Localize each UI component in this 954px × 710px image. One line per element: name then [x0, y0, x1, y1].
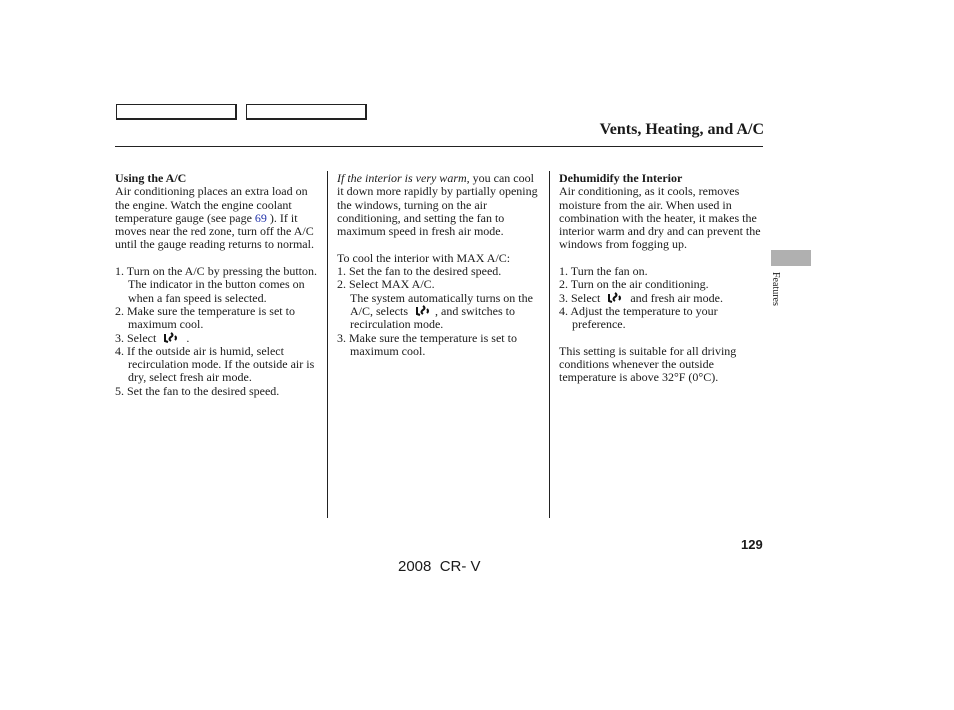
vent-mode-icon [162, 332, 180, 344]
list-item: 2. Make sure the temperature is set to maximum cool. [115, 303, 295, 332]
vent-mode-icon [414, 305, 432, 317]
list-item: 1. Set the fan to the desired speed. [337, 264, 502, 279]
section-heading: Using the A/C [115, 171, 187, 185]
nav-prev-button[interactable] [116, 104, 237, 120]
list-item [115, 332, 321, 345]
section-tab[interactable] [771, 250, 811, 266]
section-heading: Dehumidify the Interior [559, 171, 683, 185]
list-item-text: . [186, 330, 190, 345]
list-item: 2. Turn on the air conditioning. [559, 277, 709, 292]
column-using-ac [115, 172, 321, 398]
list-item: 1. Turn the fan on. [559, 264, 648, 279]
list-item-text: 3. Select [115, 330, 157, 345]
list-item: 5. Set the fan to the desired speed. [115, 383, 280, 398]
intro-text-continued: ). If it moves near the red zone, turn off the A/C until the gauge reading returns to normal. [115, 210, 314, 252]
column-divider [327, 171, 328, 518]
title-rule [115, 146, 763, 147]
note-text: The system automatically turns on the A/C, selects [350, 290, 533, 318]
list-item [559, 292, 764, 305]
paragraph: To cool the interior with MAX A/C: [337, 250, 511, 265]
column-dehumidify [559, 172, 764, 385]
vent-mode-icon [606, 292, 624, 304]
page-number: 129 [741, 537, 763, 552]
list-item: 4. Adjust the temperature to your preference. [559, 303, 718, 332]
section-tab-label: Features [770, 272, 781, 306]
paragraph [115, 185, 321, 251]
list-item: 3. Make sure the temperature is set to maximum cool. [337, 330, 517, 358]
list-item: 1. Turn on the A/C by pressing the button. The indicator in the button comes on when a fan speed is selected. [115, 264, 318, 305]
intro-text: Air conditioning places an extra load on the engine. Watch the engine coolant temperature gauge (see page [115, 184, 308, 225]
column-max-ac [337, 172, 543, 358]
page-reference-link[interactable]: 69 [254, 210, 267, 225]
column-divider [549, 171, 550, 518]
nav-next-button[interactable] [246, 104, 367, 120]
list-item: 2. Select MAX A/C. [337, 277, 435, 292]
list-item-note [337, 292, 543, 332]
italic-lead: If the interior is very warm, [337, 171, 470, 185]
paragraph: This setting is suitable for all driving conditions whenever the outside temperature is above 32°F (0°C). [559, 343, 737, 385]
list-item-text: 3. Select [559, 290, 601, 305]
page-title: Vents, Heating, and A/C [599, 121, 764, 138]
paragraph: Air conditioning, as it cools, removes moisture from the air. When used in combination with the heater, it makes the interior warm and dry and can prevent the windows from fogging up. [559, 184, 761, 252]
list-item-text: and fresh air mode. [630, 290, 723, 305]
footer-model: 2008 CR- V [398, 558, 481, 575]
note-text: , and switches to recirculation mode. [350, 303, 515, 332]
intro-text: you can cool it down more rapidly by partially opening the windows, turning on the air conditioning, and setting the fan to maximum speed in fresh air mode. [337, 171, 538, 239]
list-item: 4. If the outside air is humid, select recirculation mode. If the outside air is dry, select fresh air mode. [115, 343, 315, 385]
paragraph [337, 172, 543, 238]
